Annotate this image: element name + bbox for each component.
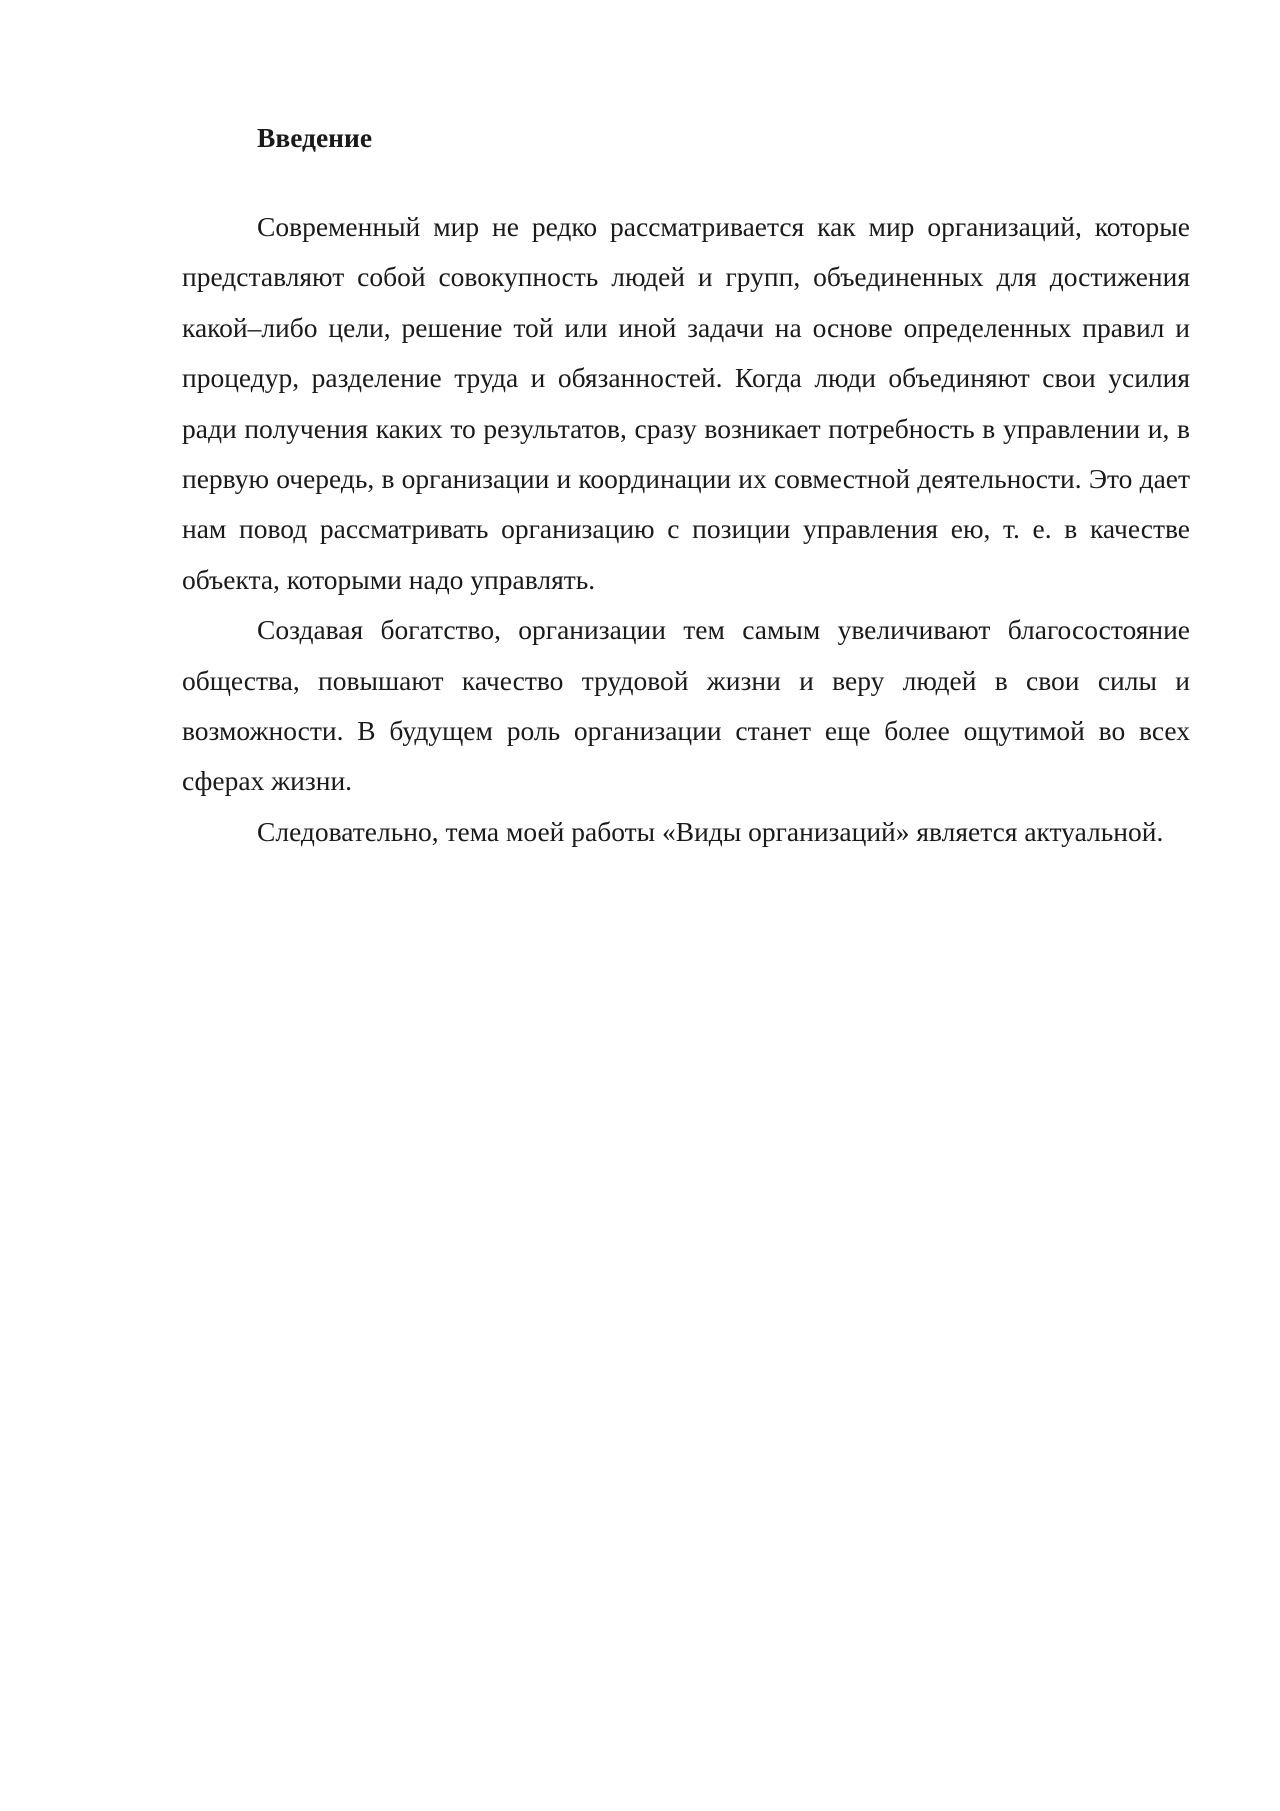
page-content [182, 118, 1190, 857]
paragraph-intro: Современный мир не редко рассматривается как мир организаций, которые представляют собой совокупность людей и групп, объединенных для достижения какой–либо цели, решение той или иной задачи на основе определенных правил и процедур, разделение труда и обязанностей. Когда люди объединяют свои усилия ради получения каких то результатов, сразу возникает потребность в управлении и, в первую очередь, в организации и координации их совместной деятельности. Это дает нам повод рассматривать организацию с позиции управления ею, т. е. в качестве объекта, которыми надо управлять. [182, 211, 1190, 595]
body-text [182, 202, 1190, 857]
paragraph-conclusion: Следовательно, тема моей работы «Виды организаций» является актуальной. [257, 815, 1164, 847]
section-heading: Введение [257, 122, 373, 153]
paragraph-wealth: Создавая богатство, организации тем самым увеличивают благосостояние общества, повышают качество трудовой жизни и веру людей в свои силы и возможности. В будущем роль организации станет еще более ощутимой во всех сферах жизни. [182, 614, 1190, 797]
